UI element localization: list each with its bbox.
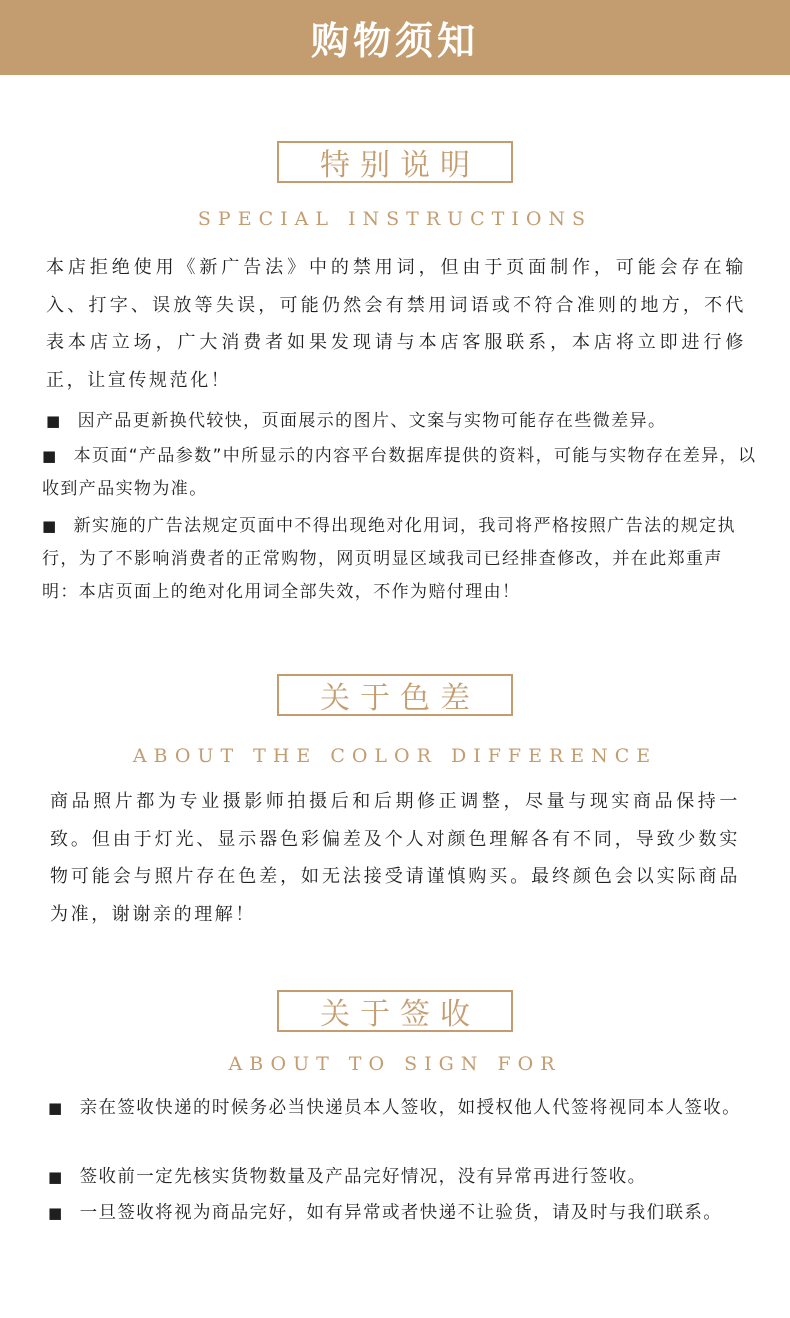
list-item-text: 一旦签收将视为商品完好，如有异常或者快递不让验货，请及时与我们联系。 (79, 1203, 723, 1223)
bullet-square-icon: ■ (48, 1204, 64, 1222)
bullet-square-icon: ■ (42, 517, 58, 535)
section-subtitle: ABOUT THE COLOR DIFFERENCE (132, 745, 658, 767)
section-subtitle: SPECIAL INSTRUCTIONS (197, 208, 593, 230)
section-title: 关于色差 (320, 681, 480, 716)
section-paragraph: 本店拒绝使用《新广告法》中的禁用词，但由于页面制作，可能会存在输入、打字、误放等失误，可能仍然会有禁用词语或不符合准则的地方，不代表本店立场，广大消费者如果发现请与本店客服联系，本店将立即进行修正，让宣传规范化！ (46, 257, 746, 391)
bullet-square-icon: ■ (48, 1168, 64, 1186)
bullet-square-icon: ■ (46, 412, 62, 430)
list-item (42, 510, 758, 609)
list-item-text: 本页面“产品参数”中所显示的内容平台数据库提供的资料，可能与实物存在差异，以收到产品实物为准。 (42, 446, 757, 499)
list-item-text: 签收前一定先核实货物数量及产品完好情况，没有异常再进行签收。 (79, 1167, 647, 1187)
section-subtitle: ABOUT TO SIGN FOR (228, 1053, 562, 1075)
bullet-square-icon: ■ (48, 1099, 64, 1117)
section-title-box (277, 990, 513, 1032)
bullet-square-icon: ■ (42, 447, 58, 465)
page-title: 购物须知 (310, 19, 479, 63)
list-item (46, 405, 758, 438)
list-item (42, 440, 758, 506)
list-item-text: 亲在签收快递的时候务必当快递员本人签收，如授权他人代签将视同本人签收。 (79, 1098, 742, 1118)
list-item (48, 1161, 754, 1194)
section-title-box (277, 141, 513, 183)
list-item (48, 1197, 754, 1230)
list-item-text: 因产品更新换代较快，页面展示的图片、文案与实物可能存在些微差异。 (77, 411, 667, 431)
section-title: 关于签收 (320, 997, 480, 1032)
section-title-box (277, 674, 513, 716)
list-item (48, 1092, 754, 1125)
section-paragraph: 商品照片都为专业摄影师拍摄后和后期修正调整，尽量与现实商品保持一致。但由于灯光、显示器色彩偏差及个人对颜色理解各有不同，导致少数实物可能会与照片存在色差，如无法接受请谨慎购买。最终颜色会以实际商品为准，谢谢亲的理解！ (50, 791, 740, 925)
list-item-text: 新实施的广告法规定页面中不得出现绝对化用词，我司将严格按照广告法的规定执行，为了不影响消费者的正常购物，网页明显区域我司已经排查修改，并在此郑重声明：本店页面上的绝对化用词全部失效，不作为赔付理由！ (42, 516, 736, 602)
section-title: 特别说明 (320, 148, 480, 183)
header-banner (0, 0, 790, 75)
